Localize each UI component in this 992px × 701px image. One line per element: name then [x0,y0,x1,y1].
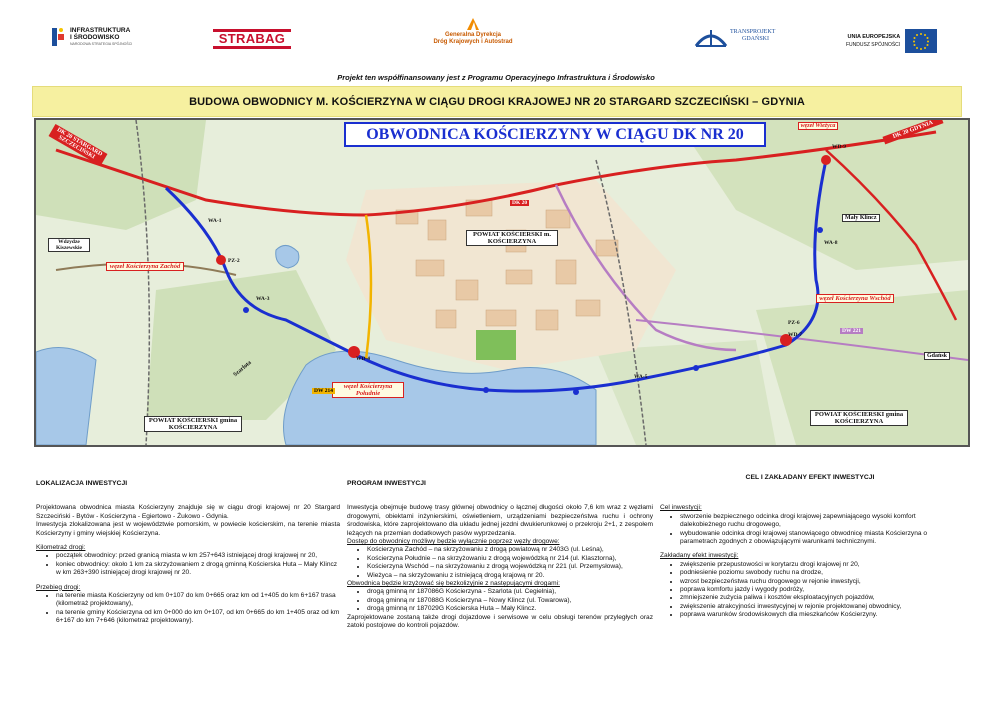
dk20-label: DK 20 [512,200,528,206]
wezel-poludnie-label: węzeł Kościerzyna Południe [332,382,404,398]
access-list [347,546,653,580]
infra-line2: I ŚRODOWISKO [70,33,120,41]
cross-title: Obwodnica będzie krzyżować się bezkolizyjnie z następującymi drogami: [347,580,560,588]
effect-title: Zakładany efekt inwestycji: [660,552,739,560]
access-item: • Kościerzyna Wschód – na skrzyżowaniu z drogą wojewódzką nr 221 (ul. Przemysłowa), [367,563,653,571]
map-title: OBWODNICA KOŚCIERZYNY W CIĄGU DK NR 20 [344,122,766,147]
goal-item: • wybudowanie odcinka drogi krajowej stanowiącego obwodnicę miasta Kościerzyna o parametrach zgodnych z obowiązującymi warunkami technicznymi. [680,530,960,547]
transprojekt-line2: GDAŃSKI [742,36,769,42]
funding-note: Projekt ten współfinansowany jest z Programu Operacyjnego Infrastruktura i Środowisko [337,73,655,82]
wezel-wiezyca-label: węzeł Wieżyca [798,122,838,130]
route-list [36,592,340,626]
cross-list [347,588,653,613]
wa5-code: WA-5 [634,374,648,380]
gddkia-logo [418,16,528,46]
wa1-code: WA-1 [208,218,222,224]
gddkia-line2: Dróg Krajowych i Autostrad [433,39,513,45]
effect-item: • zmniejszenie zużycia paliwa i kosztów eksploatacyjnych pojazdów, [680,594,960,602]
pz6-code: PZ-6 [788,320,800,326]
effect-item: • poprawa warunków środowiskowych dla mieszkańców Kościerzyny. [680,611,960,619]
pz2-code: PZ-2 [228,258,240,264]
gdynia-direction-label: DK 20 GDYNIA [883,118,944,144]
column-location [36,480,340,626]
effect-item: • zwiększenie atrakcyjności inwestycyjnej w rejonie projektowanej obwodnicy, [680,603,960,611]
dw214-label: DW 214 [314,388,333,394]
program-heading: PROGRAM INWESTYCJI [347,480,426,487]
maly-klincz-label: Mały Klincz [842,214,880,222]
cross-item: • drogą gminną nr 187088G Kościerzyna – Nowy Klincz (ul. Towarowa), [367,597,653,605]
powiat-city-label: POWIAT KOŚCIERSKI m. KOŚCIERZYNA [466,230,558,246]
km-list [36,552,340,577]
eu-funds-icon [50,26,66,48]
column-program [347,480,653,631]
logo-bar [0,12,992,72]
powiat-sw-label: POWIAT KOŚCIERSKI gmina KOŚCIERZYNA [144,416,242,432]
szarlota-label: Szarlota [232,359,253,379]
wd9-code: WD-9 [832,144,847,150]
km-item: • koniec obwodnicy: około 1 km za skrzyżowaniem z drogą gminną Kościerska Huta – Mały Klincz w km 263+390 istniejącej drogi krajowej nr 20. [56,561,340,578]
transprojekt-logo [694,22,775,50]
access-item: • Kościerzyna Południe – na skrzyżowaniu z drogą wojewódzką nr 214 (ul. Klasztorna), [367,555,653,563]
goal-list [660,513,960,547]
gddkia-line1: Generalna Dyrekcja [444,32,502,38]
eu-line2: FUNDUSZ SPÓJNOŚCI [846,42,901,48]
powiat-se-label: POWIAT KOŚCIERSKI gmina KOŚCIERZYNA [810,410,908,426]
gddkia-icon [465,16,481,32]
infrastruktura-logo [50,26,132,48]
strabag-text: STRABAG [213,29,291,49]
program-para1: Inwestycja obejmuje budowę trasy głównej obwodnicy o łącznej długości około 7,6 km wraz z węzłami drogowymi, obiektami inżynierskimi, oświetleniem, urządzeniami bezpieczeństwa ruchu i ochrony środowiska, które zaprojektowano dla układu jednej jezdni dwukierunkowej o przekroju 2+1, z zespołem leżących na przemian dodatkowych pasów wyprzedzania. [347,504,653,537]
km-item: • początek obwodnicy: przed granicą miasta w km 257+643 istniejącej drogi krajowej nr 20, [56,552,340,560]
wezel-zachod-label: węzeł Kościerzyna Zachód [106,262,184,271]
km-title: Kilometraż drogi: [36,544,86,552]
goals-heading: CEL I ZAKŁADANY EFEKT INWESTYCJI [745,474,875,481]
infra-small: NARODOWA STRATEGIA SPÓJNOŚCI [70,41,133,46]
effect-list [660,561,960,620]
effect-item: • podniesienie poziomu swobody ruchu na drodze, [680,569,960,577]
location-heading: LOKALIZACJA INWESTYCJI [36,480,128,487]
program-para2: Zaprojektowane zostaną także drogi dojazdowe i serwisowe w celu obsługi terenów przyległych oraz zatoki postojowe do kontroli pojazdów. [347,613,653,630]
route-item: • na terenie miasta Kościerzyny od km 0+107 do km 0+665 oraz km od 1+405 do km 6+167 trasa (kilometraż projektowany), [56,592,340,609]
cross-item: • drogą gminną nr 187086G Kościerzyna - Szarlota (ul. Cegielnia), [367,588,653,596]
wa8-code: WA-8 [824,240,838,246]
wd7-code: WD-7 [788,332,803,338]
dw221-label: DW 221 [842,328,861,334]
gdansk-label: Gdańsk [924,352,950,360]
location-para1: Projektowana obwodnica miasta Kościerzyny znajduje się w ciągu drogi krajowej nr 20 Stargard Szczeciński - Bytów - Kościerzyna - Egiertowo - Żukowo - Gdynia. [36,504,340,520]
transprojekt-line1: TRANSPROJEKT [730,29,776,35]
banner-title-text: BUDOWA OBWODNICY M. KOŚCIERZYNA W CIĄGU DROGI KRAJOWEJ NR 20 STARGARD SZCZECIŃSKI – GDYNIA [189,95,805,108]
stargard-direction-label: DK 20 STARGARD SZCZECIŃSKI [49,124,108,166]
wa3-code: WA-3 [256,296,270,302]
strabag-logo [213,29,291,49]
effect-item: • zwiększenie przepustowości w korytarzu drogi krajowej nr 20, [680,561,960,569]
effect-item: • poprawa komfortu jazdy i wygody podróży, [680,586,960,594]
infra-line1: INFRASTRUKTURA [70,26,131,34]
goal-title: Cel inwestycji: [660,504,702,512]
location-para2: Inwestycja zlokalizowana jest w województwie pomorskim, w powiecie kościerskim, na terenie miasta Kościerzyny i gminy wiejskiej Kościerzyna. [36,521,340,537]
eu-logo [846,29,937,53]
goal-item: • stworzenie bezpiecznego odcinka drogi krajowej zapewniającego wysoki komfort dalekobieżnego ruchu drogowego, [680,513,960,530]
map-graphic [36,120,968,445]
eu-flag-icon [905,29,937,53]
access-item: • Wieżyca – na skrzyżowaniu z istniejącą drogą krajową nr 20. [367,572,653,580]
wd4-code: WD-4 [356,356,371,362]
bridge-icon [694,22,728,50]
effect-item: • wzrost bezpieczeństwa ruchu drogowego w rejonie inwestycji, [680,578,960,586]
route-map [34,118,970,447]
eu-line1: UNIA EUROPEJSKA [847,34,901,40]
route-title: Przebieg drogi: [36,583,81,591]
route-item: • na terenie gminy Kościerzyna od km 0+000 do km 0+107, od km 0+665 do km 1+405 oraz od km 6+167 do km 7+646 (kilometraż projektowany). [56,609,340,626]
banner-title [32,86,962,117]
column-goals [660,474,960,620]
access-item: • Kościerzyna Zachód – na skrzyżowaniu z drogą powiatową nr 2403G (ul. Leśna), [367,546,653,554]
wezel-wschod-label: węzeł Kościerzyna Wschód [816,294,894,303]
cross-item: • drogą gminną nr 187029G Kościerska Huta – Mały Klincz. [367,605,653,613]
wdzydze-label: Wdzydze Kiszewskie [48,238,90,252]
access-title: Dostęp do obwodnicy możliwy będzie wyłącznie poprzez węzły drogowe: [347,538,560,546]
